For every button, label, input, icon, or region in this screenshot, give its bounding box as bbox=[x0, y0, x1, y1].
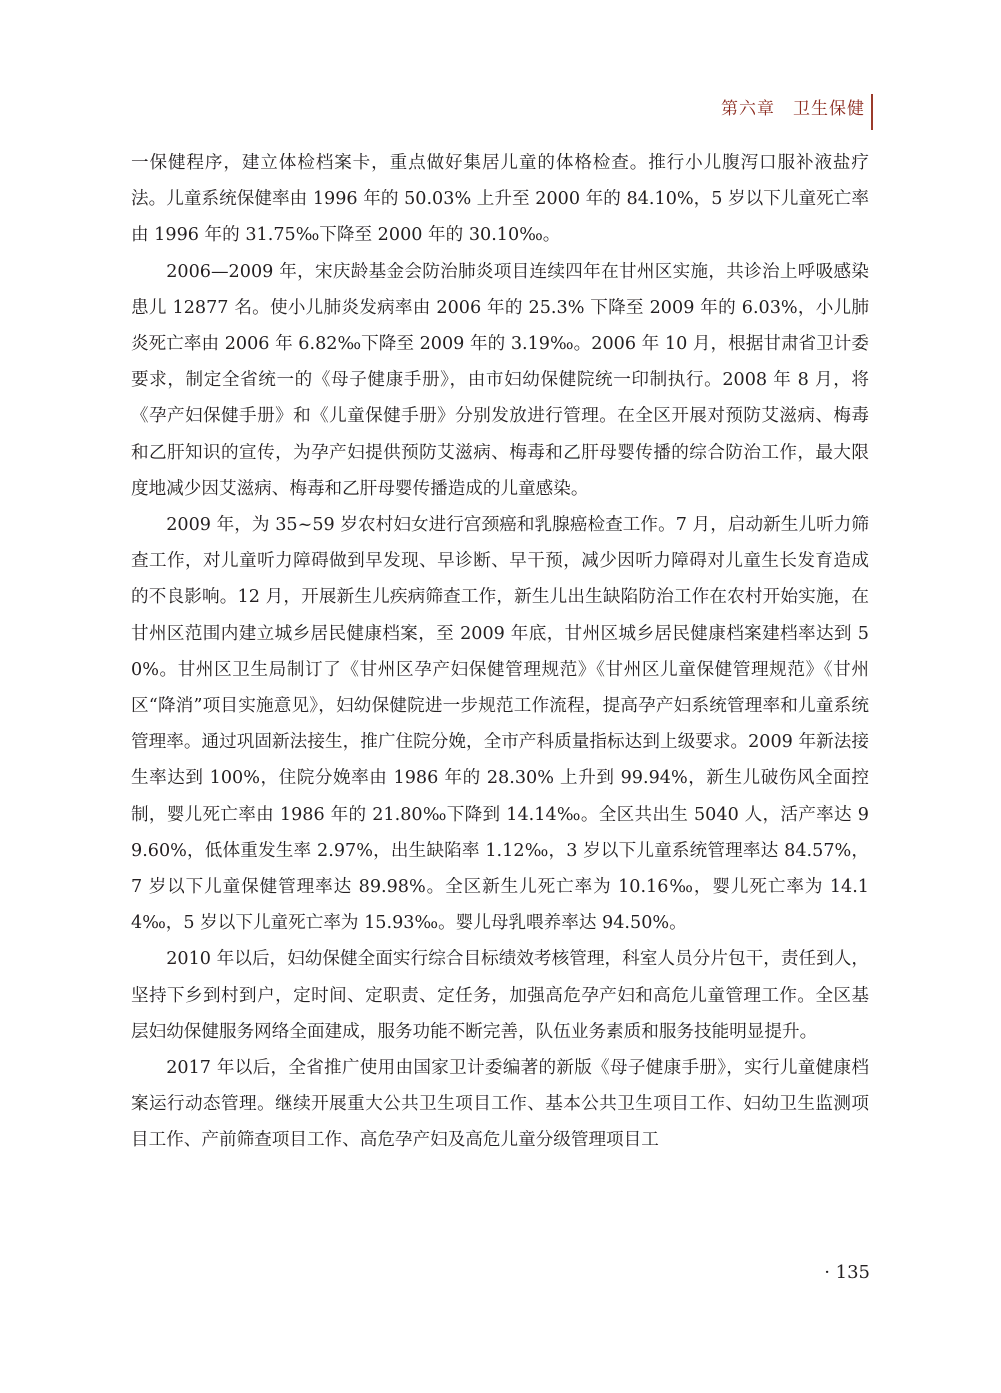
header-divider bbox=[871, 94, 873, 130]
chapter-title: 卫生保健 bbox=[793, 99, 865, 119]
paragraph-3: 2009 年，为 35~59 岁农村妇女进行宫颈癌和乳腺癌检查工作。7 月，启动新生儿听力筛查工作，对儿童听力障碍做到早发现、早诊断、早干预，减少因听力障碍对儿童生长发育造成的不良影响。12 月，开展新生儿疾病筛查工作，新生儿出生缺陷防治工作在农村开始实施，在甘州区范围内建立城乡居民健康档案，至 2009 年底，甘州区城乡居民健康档案建档率达到 50%。甘州区卫生局制订了《甘州区孕产妇保健管理规范》《甘州区儿童保健管理规范》《甘州区“降消”项目实施意见》，妇幼保健院进一步规范工作流程，提高孕产妇系统管理率和儿童系统管理率。通过巩固新法接生，推广住院分娩，全市产科质量指标达到上级要求。2009 年新法接生率达到 100%，住院分娩率由 1986 年的 28.30% 上升到 99.94%，新生儿破伤风全面控制，婴儿死亡率由 1986 年的 21.80‰下降到 14.14‰。全区共出生 5040 人，活产率达 99.60%，低体重发生率 2.97%，出生缺陷率 1.12‰，3 岁以下儿童系统管理率达 84.57%，7 岁以下儿童保健管理率达 89.98%。全区新生儿死亡率为 10.16‰，婴儿死亡率为 14.14‰，5 岁以下儿童死亡率为 15.93‰。婴儿母乳喂养率达 94.50%。 bbox=[131, 515, 869, 934]
paragraph-2: 2006—2009 年，宋庆龄基金会防治肺炎项目连续四年在甘州区实施，共诊治上呼吸感染患儿 12877 名。使小儿肺炎发病率由 2006 年的 25.3% 下降至 2009 年的 6.03%，小儿肺炎死亡率由 2006 年 6.82‰下降至 2009 年的 3.19‰。2006 年 10 月，根据甘肃省卫计委要求，制定全省统一的《母子健康手册》，由市妇幼保健院统一印制执行。2008 年 8 月，将《孕产妇保健手册》和《儿童保健手册》分别发放进行管理。在全区开展对预防艾滋病、梅毒和乙肝知识的宣传，为孕产妇提供预防艾滋病、梅毒和乙肝母婴传播的综合防治工作，最大限度地减少因艾滋病、梅毒和乙肝母婴传播造成的儿童感染。 bbox=[131, 261, 869, 499]
running-head bbox=[721, 94, 865, 119]
page-number: · 135 bbox=[824, 1262, 870, 1283]
paragraph-1: 一保健程序，建立体检档案卡，重点做好集居儿童的体格检查。推行小儿腹泻口服补液盐疗法。儿童系统保健率由 1996 年的 50.03% 上升至 2000 年的 84.10%，5 岁以下儿童死亡率由 1996 年的 31.75‰下降至 2000 年的 30.10‰。 bbox=[131, 153, 869, 246]
paragraph-5: 2017 年以后，全省推广使用由国家卫计委编著的新版《母子健康手册》，实行儿童健康档案运行动态管理。继续开展重大公共卫生项目工作、基本公共卫生项目工作、妇幼卫生监测项目工作、产前筛查项目工作、高危孕产妇及高危儿童分级管理项目工 bbox=[131, 1058, 869, 1151]
chapter-number: 第六章 bbox=[721, 99, 775, 119]
body-text bbox=[131, 145, 869, 1159]
paragraph-4: 2010 年以后，妇幼保健全面实行综合目标绩效考核管理，科室人员分片包干，责任到人，坚持下乡到村到户，定时间、定职责、定任务，加强高危孕产妇和高危儿童管理工作。全区基层妇幼保健服务网络全面建成，服务功能不断完善，队伍业务素质和服务技能明显提升。 bbox=[131, 949, 869, 1042]
